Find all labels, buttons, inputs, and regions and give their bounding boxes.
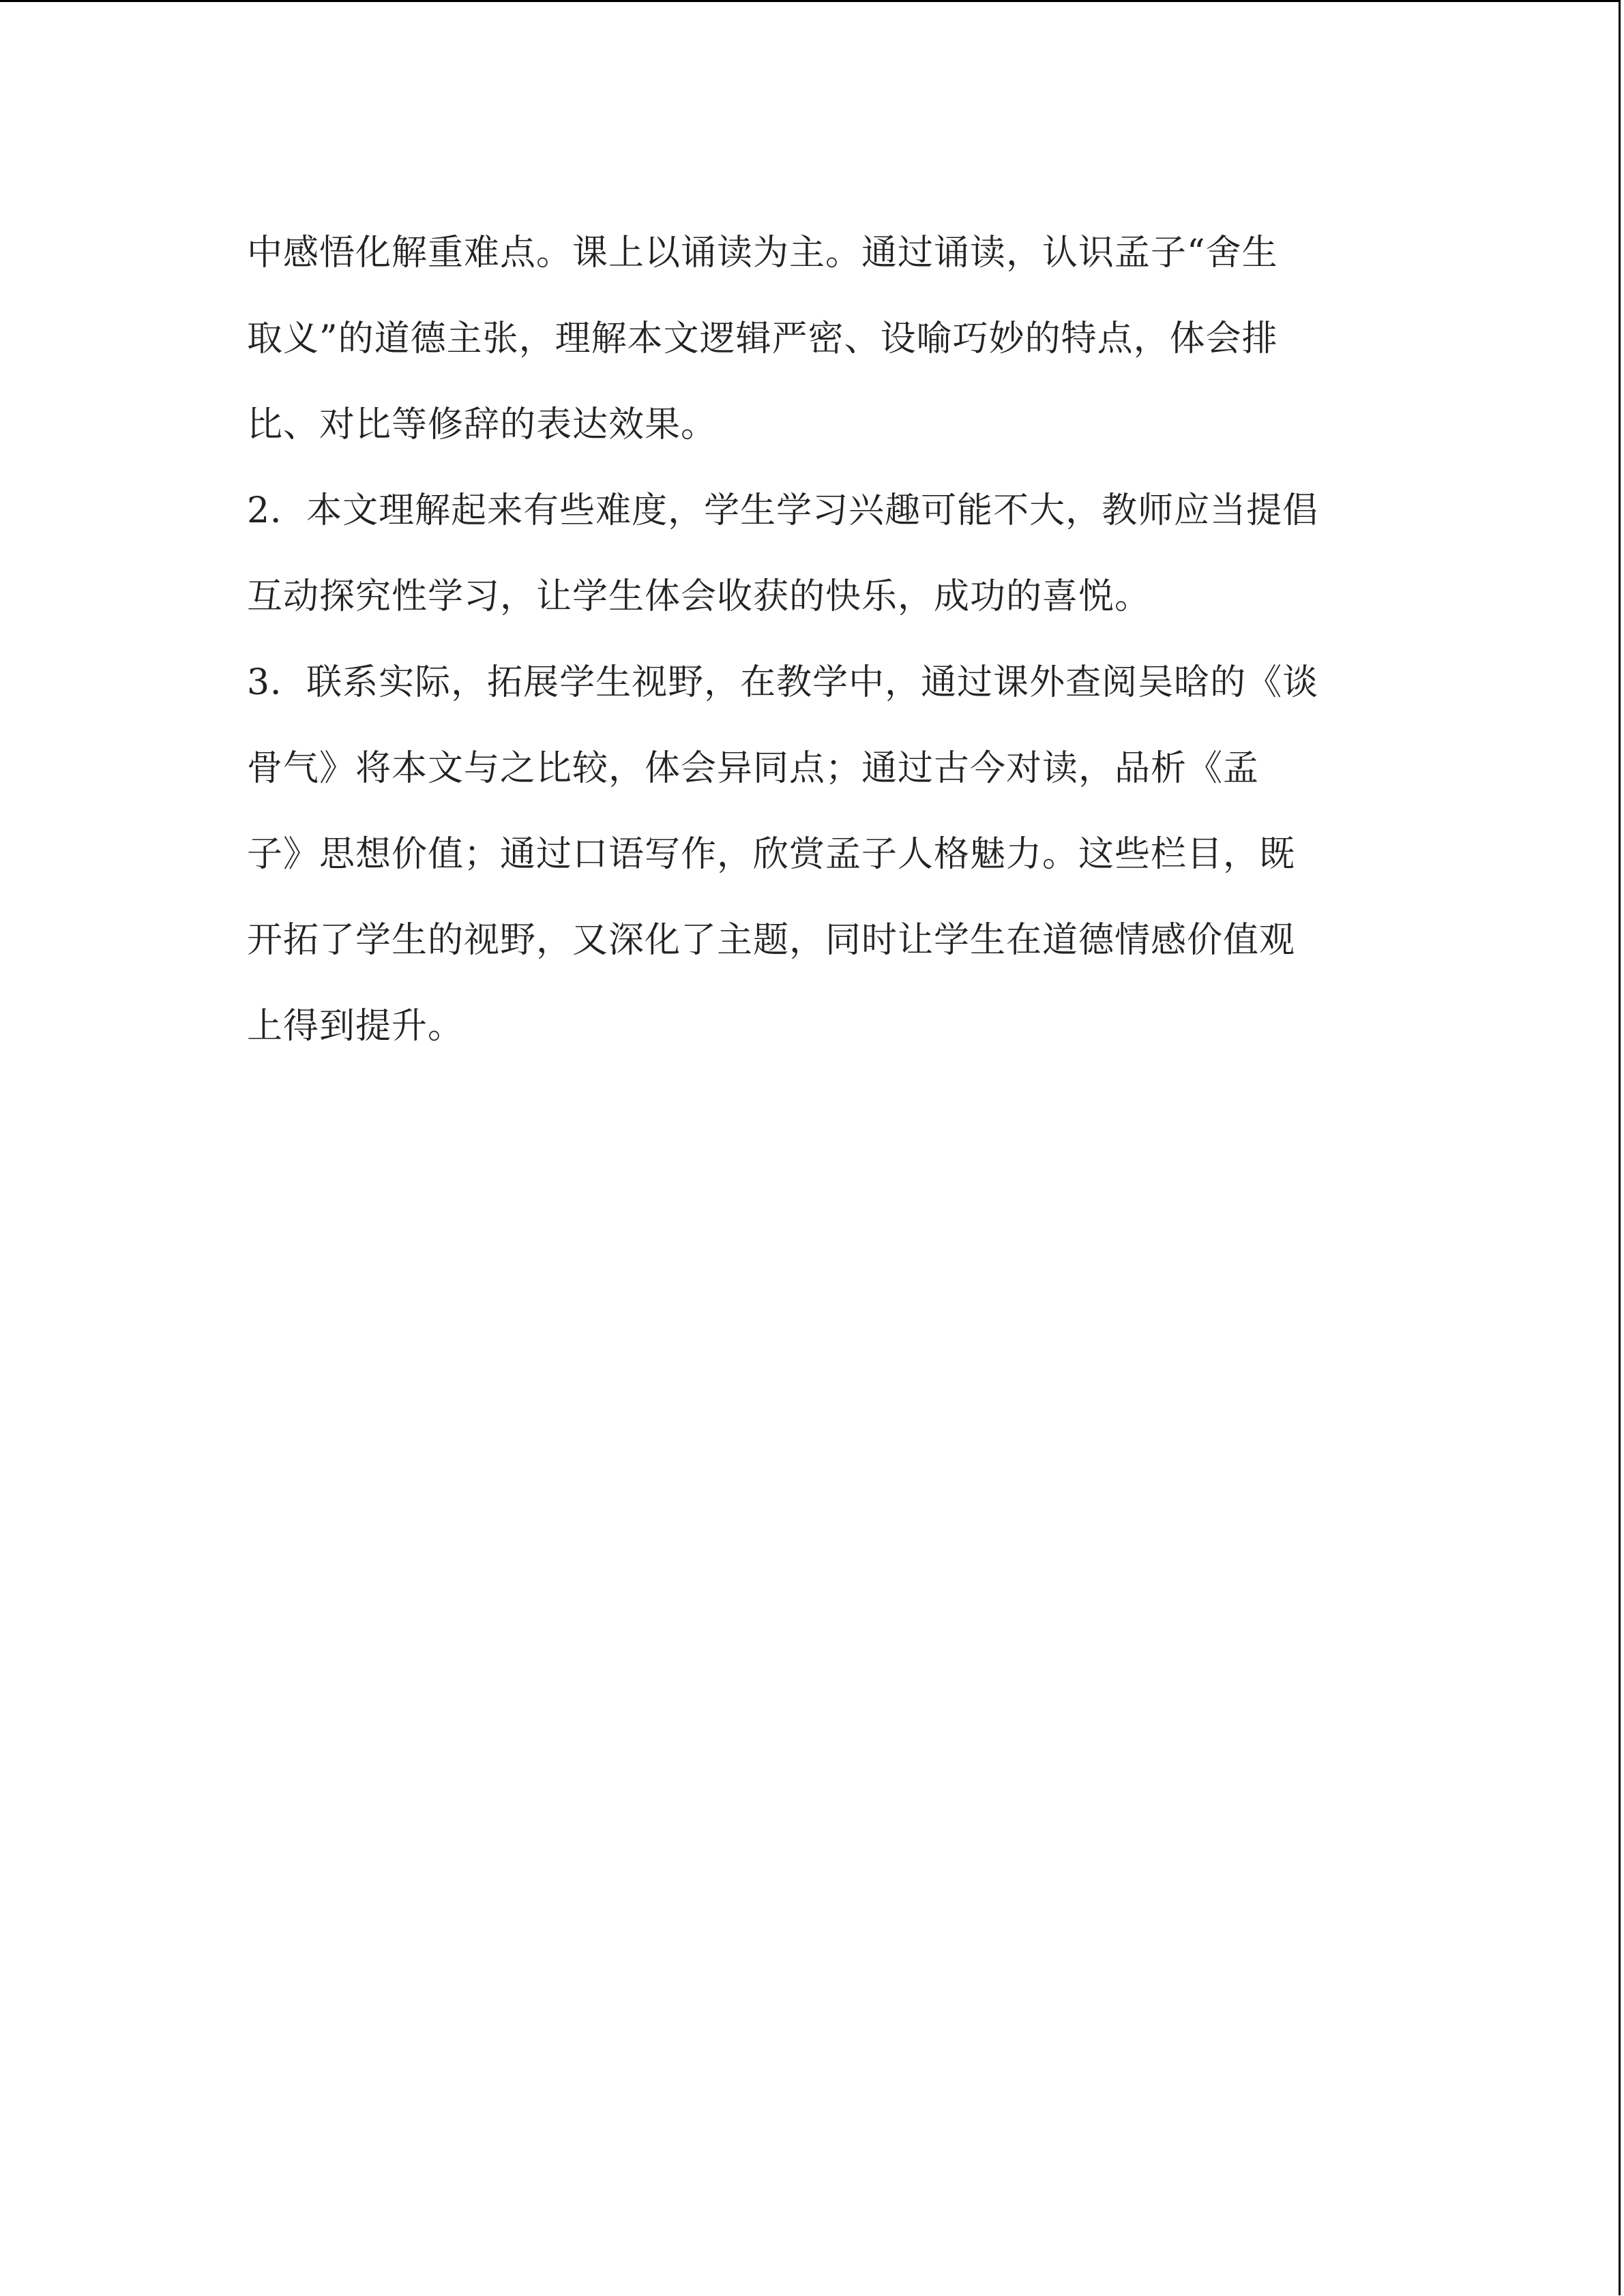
text-line: 上得到提升。 [247, 1006, 464, 1047]
document-body [247, 210, 1383, 1069]
text-line: 开拓了学生的视野，又深化了主题，同时让学生在道德情感价值观 [247, 920, 1296, 961]
text-line: 取义”的道德主张，理解本文逻辑严密、设喻巧妙的特点，体会排 [247, 318, 1278, 359]
text-line: 骨气》将本文与之比较，体会异同点；通过古今对读，品析《孟 [247, 748, 1260, 789]
text-line: 子》思想价值；通过口语写作，欣赏孟子人格魅力。这些栏目，既 [247, 834, 1296, 875]
text-line: 中感悟化解重难点。课上以诵读为主。通过诵读，认识孟子“舍生 [247, 233, 1278, 273]
text-line: 比、对比等修辞的表达效果。 [247, 404, 718, 445]
text-line: 2．本文理解起来有些难度，学生学习兴趣可能不大，教师应当提倡 [247, 490, 1319, 531]
text-line: 3．联系实际，拓展学生视野，在教学中，通过课外查阅吴晗的《谈 [247, 662, 1319, 703]
paragraph-3 [247, 640, 1383, 1069]
paragraph-2 [247, 468, 1383, 640]
paragraph-1 [247, 210, 1383, 468]
text-line: 互动探究性学习，让学生体会收获的快乐，成功的喜悦。 [247, 576, 1151, 617]
